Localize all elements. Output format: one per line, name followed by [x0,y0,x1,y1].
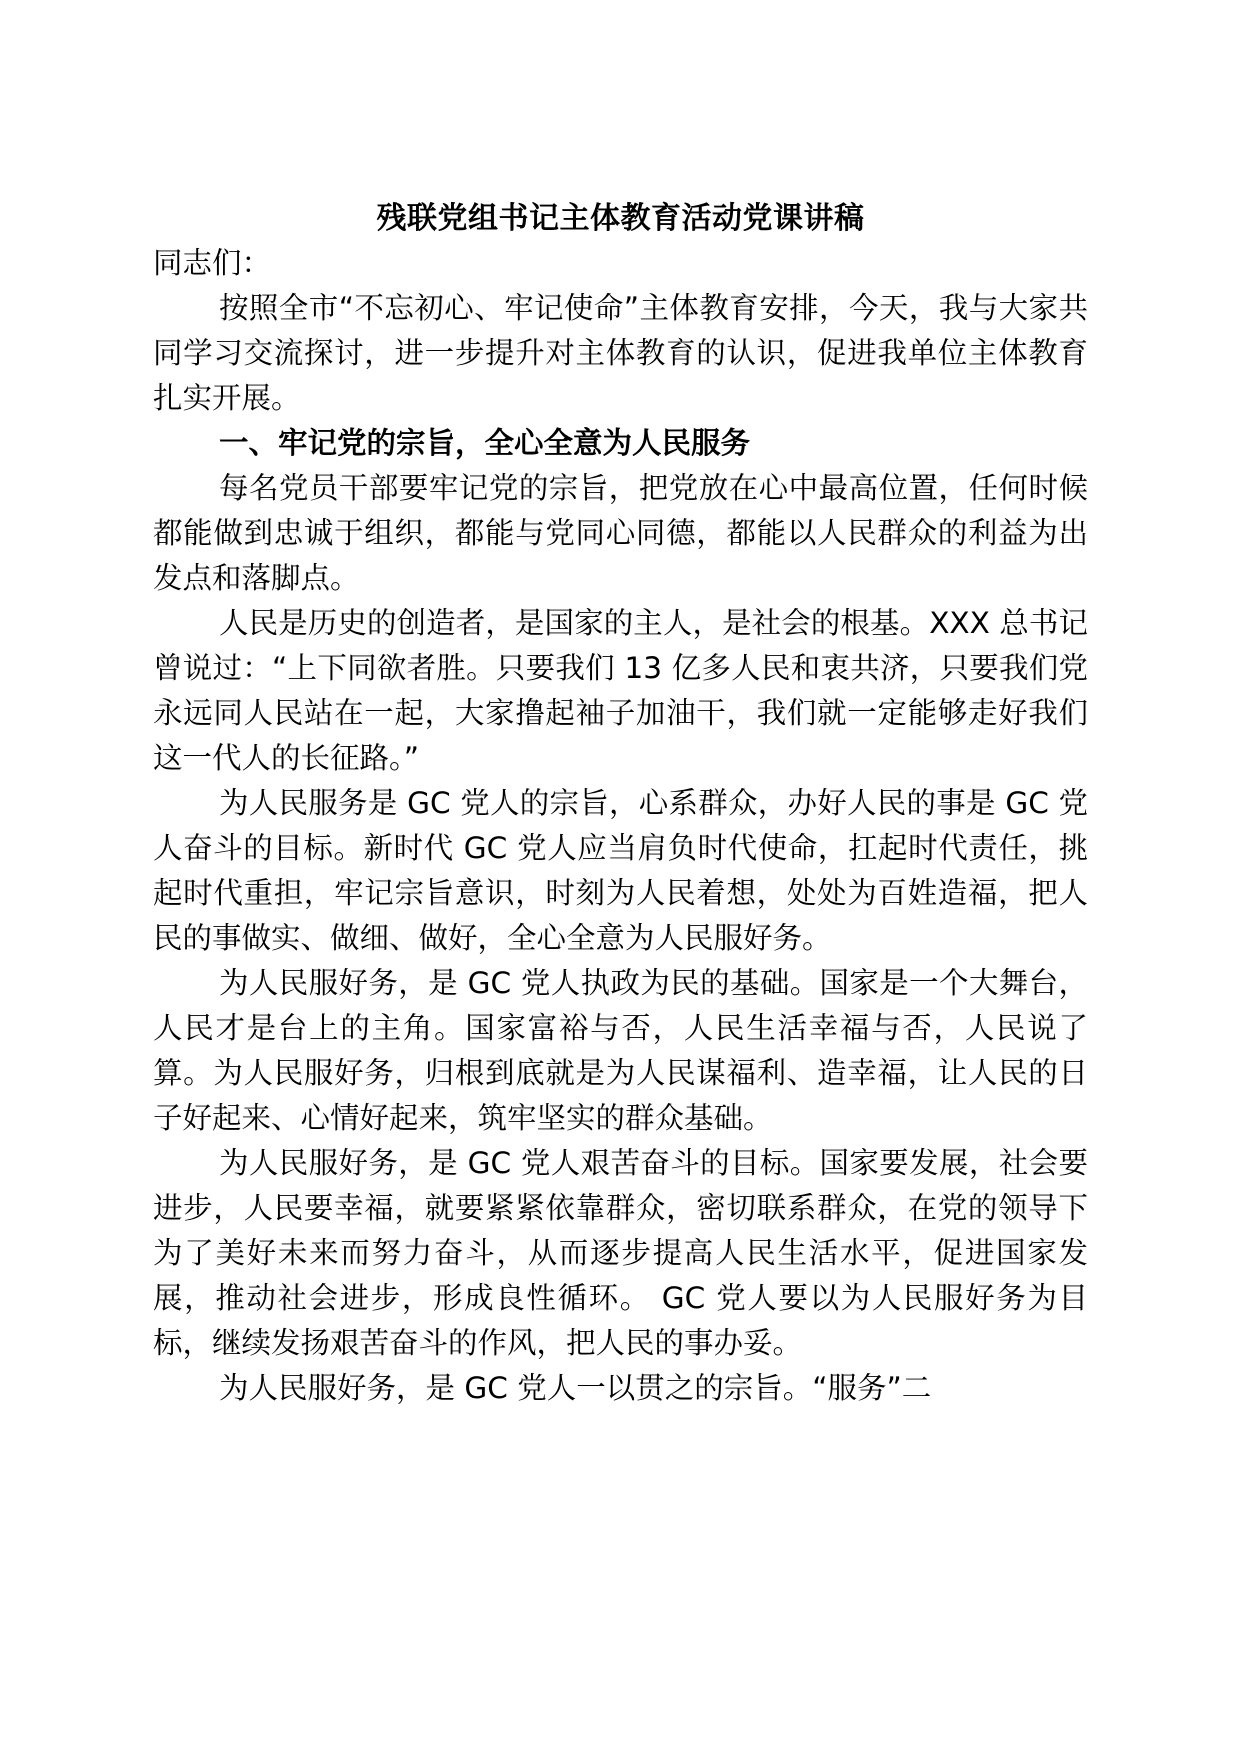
section-heading-1: 一、牢记党的宗旨，全心全意为人民服务 [219,426,751,460]
paragraph: 人民是历史的创造者，是国家的主人，是社会的根基。XXX 总书记曾说过：“上下同欲者胜。只要我们 13 亿多人民和衷共济，只要我们党永远同人民站在一起，大家撸起袖子加油干，我们就一定能够走好我们这一代人的长征路。” [153,606,1088,775]
paragraph: 为人民服务是 GC 党人的宗旨，心系群众，办好人民的事是 GC 党人奋斗的目标。新时代 GC 党人应当肩负时代使命，扛起时代责任，挑起时代重担，牢记宗旨意识，时刻为人民着想，处处为百姓造福，把人民的事做实、做细、做好，全心全意为人民服好务。 [153,786,1088,955]
salutation: 同志们： [153,246,272,280]
paragraph: 为人民服好务，是 GC 党人艰苦奋斗的目标。国家要发展，社会要进步，人民要幸福，就要紧紧依靠群众，密切联系群众，在党的领导下为了美好未来而努力奋斗，从而逐步提高人民生活水平，促进国家发展，推动社会进步，形成良性循环。 GC 党人要以为人民服好务为目标，继续发扬艰苦奋斗的作风，把人民的事办妥。 [153,1146,1088,1360]
paragraph: 为人民服好务，是 GC 党人执政为民的基础。国家是一个大舞台，人民才是台上的主角。国家富裕与否，人民生活幸福与否，人民说了算。为人民服好务，归根到底就是为人民谋福利、造幸福，让人民的日子好起来、心情好起来，筑牢坚实的群众基础。 [153,966,1088,1135]
paragraph-intro: 按照全市“不忘初心、牢记使命”主体教育安排，今天，我与大家共同学习交流探讨，进一步提升对主体教育的认识，促进我单位主体教育扎实开展。 [153,291,1088,415]
document-body [153,196,1088,1411]
paragraph: 每名党员干部要牢记党的宗旨，把党放在心中最高位置，任何时候都能做到忠诚于组织，都能与党同心同德，都能以人民群众的利益为出发点和落脚点。 [153,471,1088,595]
document-title: 残联党组书记主体教育活动党课讲稿 [376,201,865,236]
paragraph: 为人民服好务，是 GC 党人一以贯之的宗旨。“服务”二 [219,1371,932,1405]
